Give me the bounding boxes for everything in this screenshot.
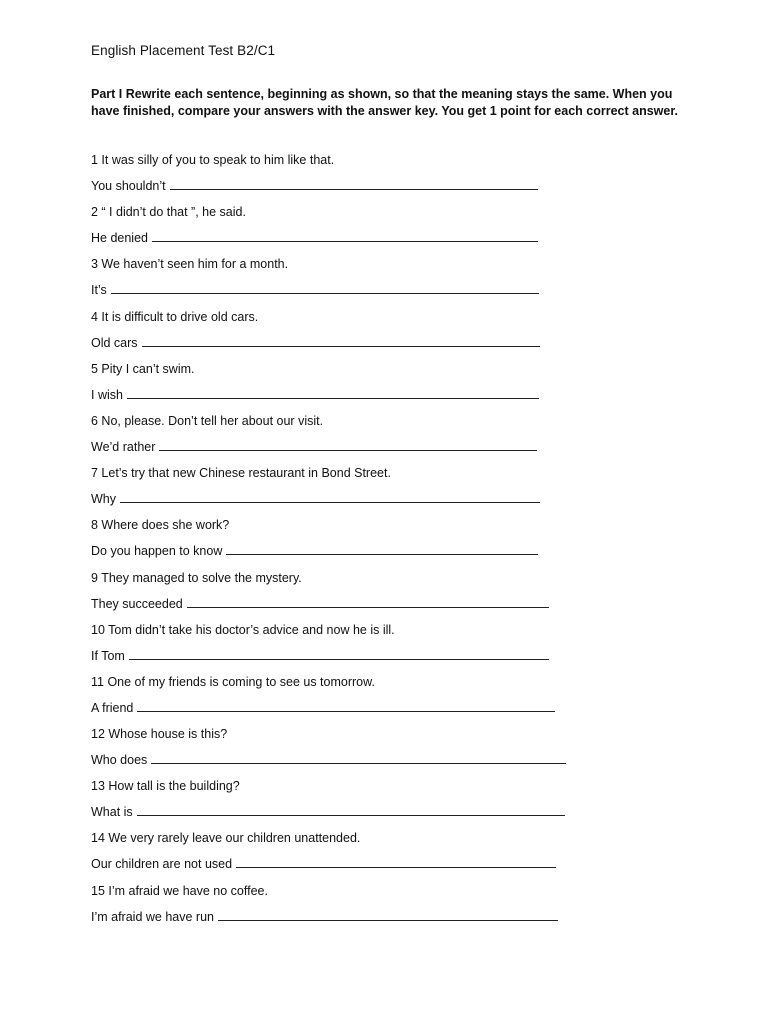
question-text: 10 Tom didn’t take his doctor’s advice and now he is ill. [91, 622, 395, 637]
answer-blank[interactable] [170, 178, 538, 190]
exercise-item [91, 725, 691, 777]
exercise-list [91, 151, 691, 934]
exercise-item [91, 777, 691, 829]
answer-line [91, 177, 691, 203]
question-text: 3 We haven’t seen him for a month. [91, 257, 289, 272]
answer-blank[interactable] [218, 909, 558, 921]
question-text: 7 Let’s try that new Chinese restaurant in Bond Street. [91, 466, 391, 481]
answer-line [91, 229, 691, 255]
exercise-item [91, 673, 691, 725]
question-text: 2 “ I didn’t do that ”, he said. [91, 205, 246, 220]
answer-prompt: Do you happen to know [91, 544, 223, 559]
answer-prompt: A friend [91, 700, 134, 715]
answer-blank[interactable] [111, 282, 539, 294]
answer-blank[interactable] [187, 596, 549, 608]
answer-line [91, 490, 691, 516]
exercise-item [91, 203, 691, 255]
question-text: 8 Where does she work? [91, 518, 230, 533]
answer-prompt: Our children are not used [91, 857, 233, 872]
answer-line [91, 386, 691, 412]
answer-line [91, 542, 691, 568]
answer-line [91, 334, 691, 360]
answer-line [91, 438, 691, 464]
answer-prompt: What is [91, 805, 133, 820]
answer-prompt: We’d rather [91, 439, 156, 454]
answer-line [91, 908, 691, 934]
answer-blank[interactable] [159, 439, 537, 451]
answer-prompt: They succeeded [91, 596, 183, 611]
answer-prompt: I wish [91, 387, 123, 402]
question-text: 12 Whose house is this? [91, 727, 228, 742]
exercise-item [91, 412, 691, 464]
answer-prompt: You shouldn’t [91, 179, 166, 193]
question-text: 5 Pity I can’t swim. [91, 361, 195, 376]
answer-prompt: If Tom [91, 648, 125, 663]
question-text: 11 One of my friends is coming to see us tomorrow. [91, 674, 375, 689]
answer-blank[interactable] [226, 543, 538, 555]
answer-prompt: Who does [91, 753, 148, 768]
exercise-item [91, 621, 691, 673]
exercise-item [91, 255, 691, 307]
answer-line [91, 595, 691, 621]
question-text: 14 We very rarely leave our children unattended. [91, 831, 361, 846]
exercise-item [91, 516, 691, 568]
exercise-item [91, 569, 691, 621]
exercise-item [91, 882, 691, 934]
question-text: 1 It was silly of you to speak to him like that. [91, 153, 335, 167]
answer-prompt: He denied [91, 231, 148, 246]
answer-line [91, 751, 691, 777]
exercise-item [91, 829, 691, 881]
answer-line [91, 699, 691, 725]
answer-prompt: I’m afraid we have run [91, 909, 214, 924]
question-text: 9 They managed to solve the mystery. [91, 570, 302, 585]
exercise-item [91, 360, 691, 412]
exercise-item [91, 151, 691, 203]
answer-blank[interactable] [137, 700, 555, 712]
document-title: English Placement Test B2/C1 [91, 43, 276, 58]
answer-line [91, 281, 691, 307]
answer-blank[interactable] [137, 804, 565, 816]
answer-blank[interactable] [129, 648, 549, 660]
answer-blank[interactable] [151, 752, 566, 764]
answer-blank[interactable] [236, 856, 556, 868]
exercise-item [91, 308, 691, 360]
question-text: 15 I’m afraid we have no coffee. [91, 883, 268, 898]
answer-blank[interactable] [152, 230, 538, 242]
answer-prompt: Why [91, 492, 116, 507]
instructions: Part I Rewrite each sentence, beginning as shown, so that the meaning stays the same. When you have finished, compare your answers with the answer key. You get 1 point for each correct answer. [91, 87, 678, 118]
answer-line [91, 803, 691, 829]
answer-line [91, 855, 691, 881]
answer-blank[interactable] [142, 335, 540, 347]
answer-line [91, 647, 691, 673]
answer-prompt: Old cars [91, 335, 138, 350]
question-text: 4 It is difficult to drive old cars. [91, 309, 259, 324]
exercise-item [91, 464, 691, 516]
answer-blank[interactable] [120, 491, 540, 503]
question-text: 6 No, please. Don’t tell her about our visit. [91, 413, 324, 428]
question-text: 13 How tall is the building? [91, 779, 240, 794]
answer-blank[interactable] [127, 387, 539, 399]
answer-prompt: It’s [91, 283, 107, 298]
